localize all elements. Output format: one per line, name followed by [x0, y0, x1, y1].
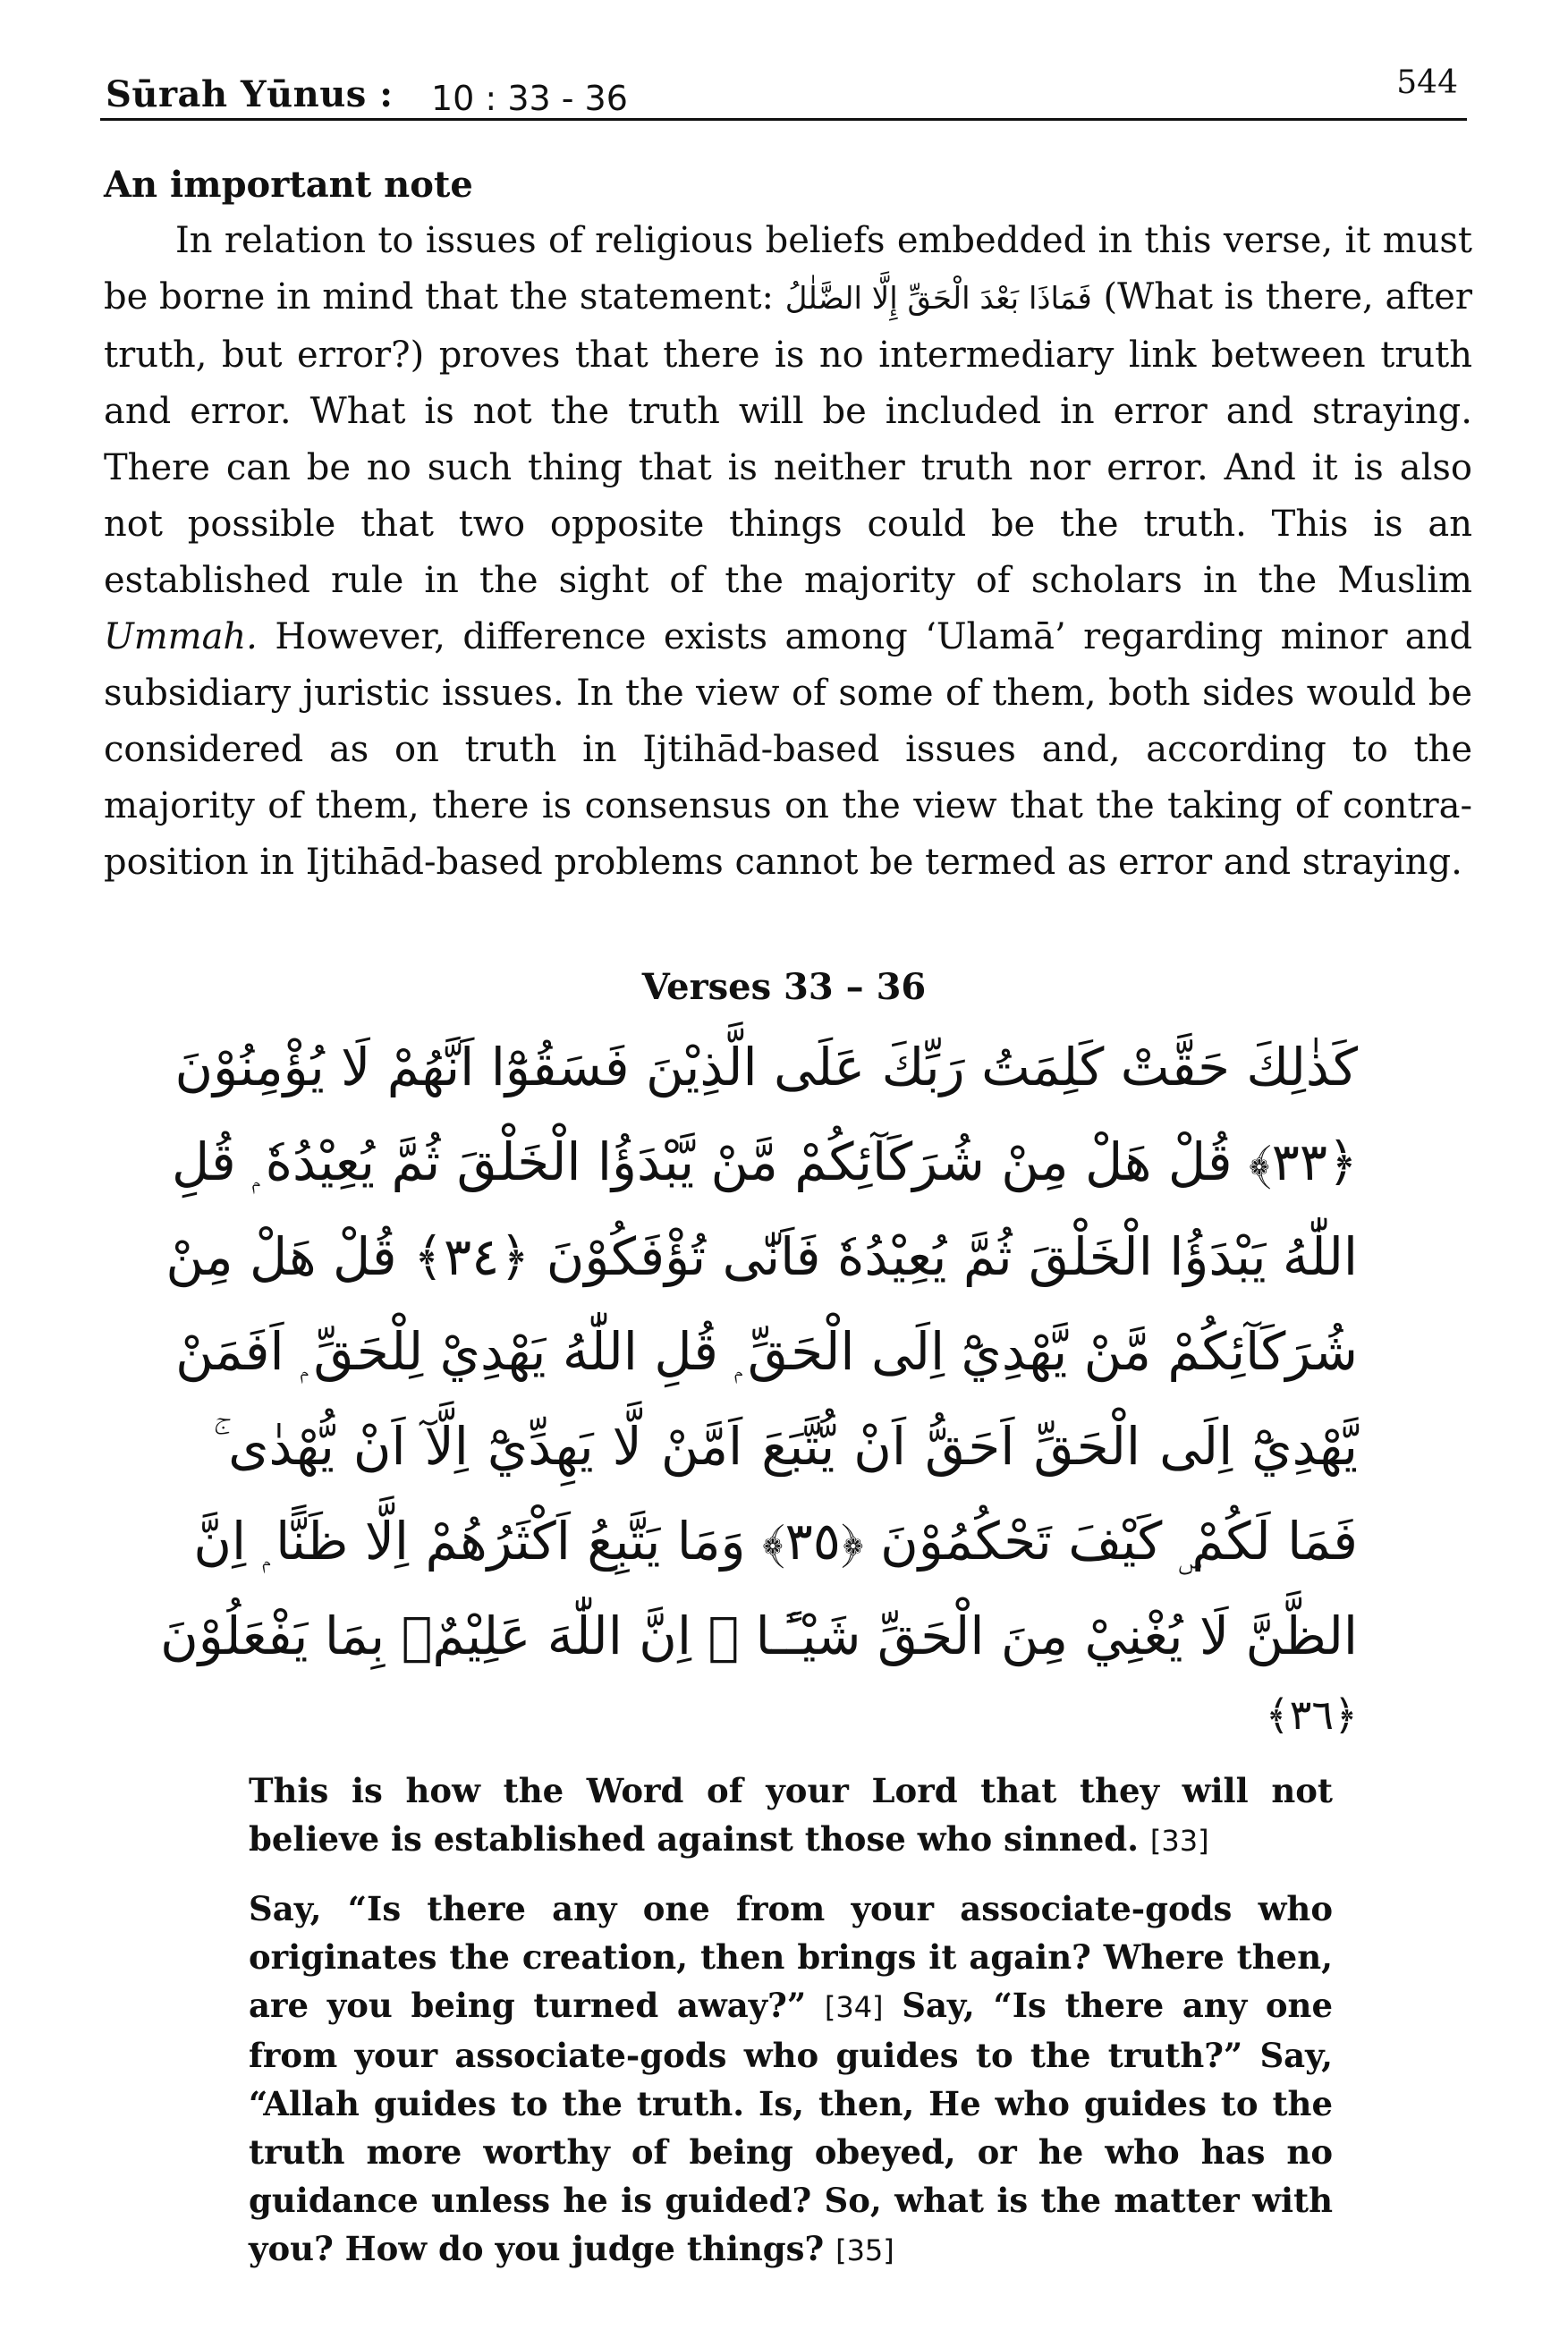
translation-text: This is how the Word of your Lord that they will not believe is established against those who sinned. — [249, 1771, 1333, 1859]
verse-end-marker: ﴿٣٦﴾ — [1265, 1690, 1358, 1739]
arabic-line: الظَّنَّ لَا يُغْنِيْ مِنَ الْحَقِّ شَيْـًٔـا ۭ اِنَّ اللّٰهَ عَلِيْمٌۢ بِمَا يَفْعَلُوْنَ — [160, 1606, 1358, 1666]
arabic-line: اللّٰهُ يَبْدَؤُا الْخَلْقَ ثُمَّ يُعِيْدُهٗ فَاَنّٰى تُؤْفَكُوْنَ ﴿٣٤﴾ قُلْ هَلْ مِنْ — [165, 1226, 1358, 1287]
arabic-line: ﴿٣٣﴾ قُلْ هَلْ مِنْ شُرَكَآئِكُمْ مَّنْ يَّبْدَؤُا الْخَلْقَ ثُمَّ يُعِيْدُهٗ ۭ قُلِ — [172, 1131, 1358, 1192]
translation-paragraph — [249, 1767, 1333, 1865]
note-heading: An important note — [104, 164, 473, 206]
note-text-1: In relation to issues of religious beliefs embedded in this verse, it must be borne in mind that the statement: — [104, 220, 1472, 318]
running-head — [100, 64, 1467, 132]
verse-number: [33] — [1149, 1824, 1209, 1858]
translation-section — [249, 1767, 1333, 2294]
verse-number: [34] — [824, 1990, 884, 2024]
verses-heading: Verses 33 – 36 — [641, 966, 927, 1008]
translation-text: Say, “Is there any one from your associate-gods who originates the creation, then brings it again? Where then, are you being turned away?” — [249, 1889, 1333, 2025]
note-text-2: (What is there, after truth, but error?) proves that there is no intermediary link between truth and error. What is not the truth will be included in error and straying. There can be no such thing that is neither truth nor error. And it is also not possible that two opposite things could be the truth. This is an established rule in the sight of the majority of scholars in the Muslim — [104, 276, 1473, 601]
arabic-line: يَّهْدِيْٓ اِلَى الْحَقِّ اَحَقُّ اَنْ يُّتَّبَعَ اَمَّنْ لَّا يَهِدِّيْٓ اِلَّآ اَنْ يُّهْدٰى ۚ — [213, 1416, 1358, 1477]
note-text-3: However, difference exists among ‘Ulamā’ regarding minor and subsidiary juristic issues. In the view of some of them, both sides would be considered as on truth in Ijtihād-based issues and, according to the majority of them, there is consensus on the view that the taking of contra-position in Ijtihād-based problems cannot be termed as error and straying. — [104, 616, 1472, 883]
important-note-section — [104, 161, 1472, 891]
translation-paragraph — [249, 1885, 1333, 2275]
arabic-line: شُرَكَآئِكُمْ مَّنْ يَّهْدِيْٓ اِلَى الْحَقِّ ۭ قُلِ اللّٰهُ يَهْدِيْ لِلْحَقِّ ۭ اَفَمَنْ — [175, 1321, 1358, 1382]
header-rule — [100, 118, 1467, 121]
italic-term: Ummah. — [104, 616, 258, 657]
arabic-line: كَذٰلِكَ حَقَّتْ كَلِمَتُ رَبِّكَ عَلَى الَّذِيْنَ فَسَقُوْٓا اَنَّهُمْ لَا يُؤْمِنُوْنَ — [174, 1037, 1358, 1097]
page-number: 544 — [1396, 64, 1458, 101]
verse-number: [35] — [835, 2233, 894, 2267]
arabic-inline-phrase: فَمَاذَا بَعْدَ الْحَقِّ إِلَّا الضَّلٰلُ — [784, 281, 1092, 317]
note-paragraph — [104, 213, 1472, 891]
surah-title: Sūrah Yūnus : — [106, 73, 394, 115]
arabic-line: فَمَا لَكُمْ ۣ كَيْفَ تَحْكُمُوْنَ ﴿٣٥﴾ وَمَا يَتَّبِعُ اَكْثَرُهُمْ اِلَّا ظَنًّا ۭ اِنَّ — [193, 1511, 1358, 1572]
verse-reference: 10 : 33 - 36 — [431, 79, 628, 118]
translation-text: Say, “Is there any one from your associate-gods who guides to the truth?” Say, “Allah guides to the truth. Is, then, He who guides to the truth more worthy of being obeyed, or he who has no guidance unless he is guided? So, what is the matter with you? How do you judge things? — [249, 1986, 1333, 2268]
arabic-verses-block — [160, 1020, 1358, 1746]
